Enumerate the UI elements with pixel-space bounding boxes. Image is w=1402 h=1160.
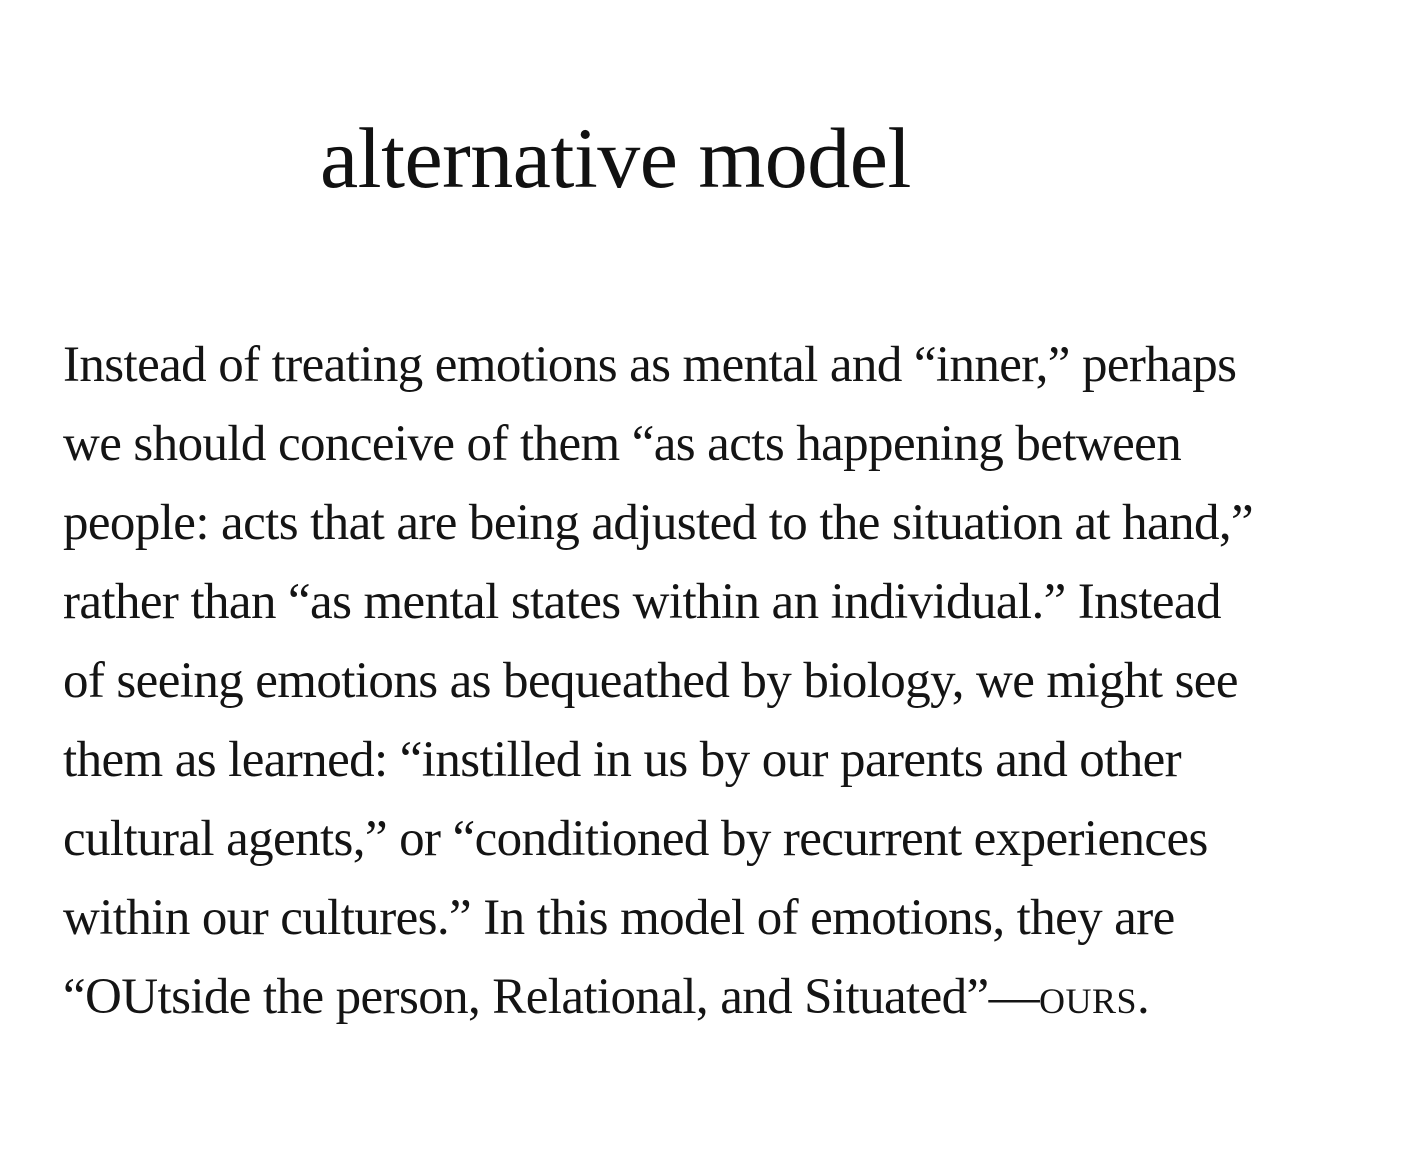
paragraph-line: them as learned: “instilled in us by our parents and other <box>63 732 1182 788</box>
acronym-smallcaps: ours <box>1038 969 1137 1025</box>
body-paragraph <box>63 326 1253 1037</box>
paragraph-line: of seeing emotions as bequeathed by biology, we might see <box>63 653 1238 709</box>
section-heading: alternative model <box>320 110 911 206</box>
paragraph-line: people: acts that are being adjusted to the situation at hand,” <box>63 495 1254 551</box>
last-line-period: . <box>1137 969 1150 1025</box>
paragraph-line: we should conceive of them “as acts happening between <box>63 416 1182 472</box>
paragraph-line: cultural agents,” or “conditioned by recurrent experiences <box>63 811 1208 867</box>
last-line-text: “OUtside the person, Relational, and Situated”— <box>63 969 1039 1025</box>
paragraph-line: within our cultures.” In this model of emotions, they are <box>63 890 1175 946</box>
paragraph-line: rather than “as mental states within an individual.” Instead <box>63 574 1221 630</box>
paragraph-line: Instead of treating emotions as mental and “inner,” perhaps <box>63 337 1237 393</box>
paragraph-last-line <box>63 958 1253 1037</box>
